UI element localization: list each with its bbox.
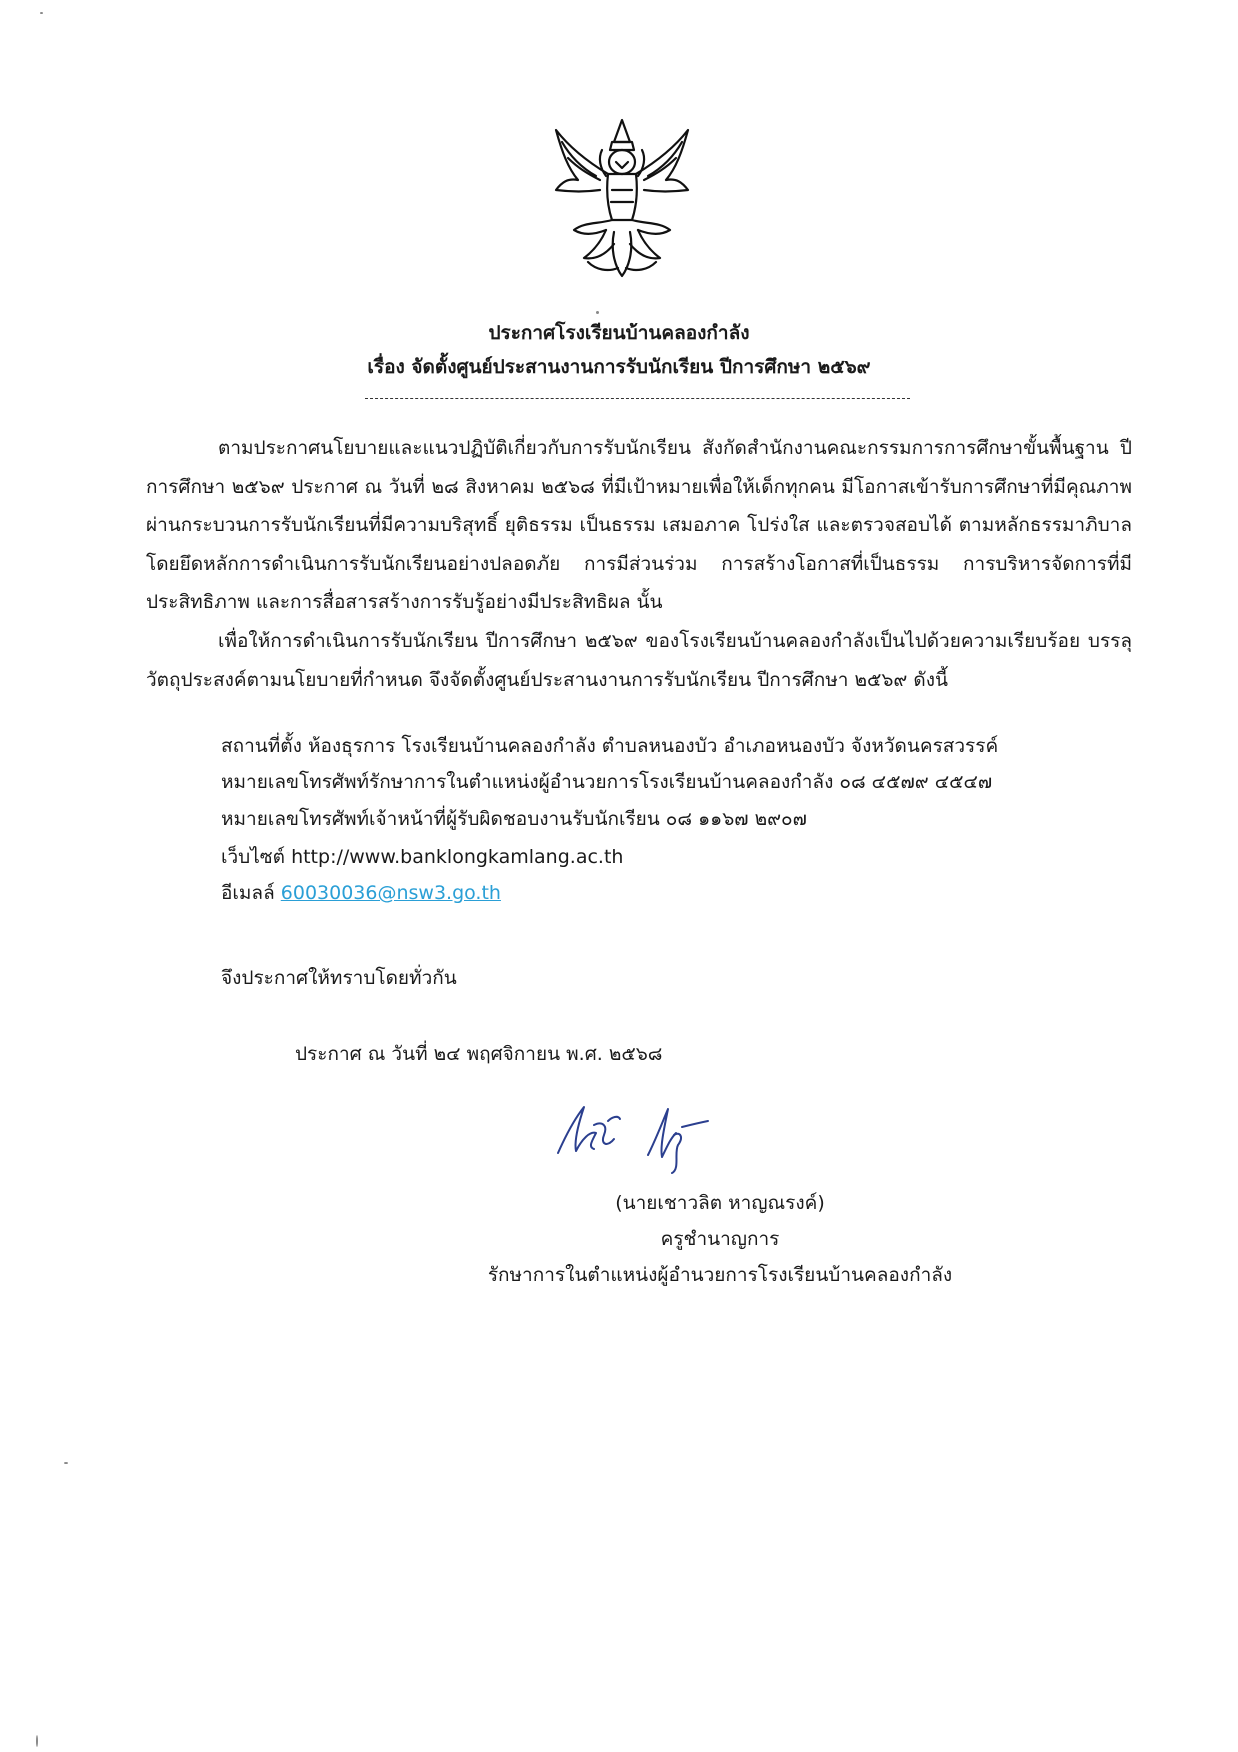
body-paragraph-1: ตามประกาศนโยบายและแนวปฏิบัติเกี่ยวกับการรับนักเรียน สังกัดสำนักงานคณะกรรมการการศึกษาขั้นพื้นฐาน ปีการศึกษา ๒๕๖๙ ประกาศ ณ วันที่ ๒๘ สิงหาคม ๒๕๖๘ ที่มีเป้าหมายเพื่อให้เด็กทุกคน มีโอกาสเข้ารับการศึกษาที่มีคุณภาพ ผ่านกระบวนการรับนักเรียนที่มีความบริสุทธิ์ ยุติธรรม เป็นธรรม เสมอภาค โปร่งใส และตรวจสอบได้ ตามหลักธรรมาภิบาล โดยยึดหลักการดำเนินการรับนักเรียนอย่างปลอดภัย การมีส่วนร่วม การสร้างโอกาสที่เป็นธรรม การบริหารจัดการที่มีประสิทธิภาพ และการสื่อสารสร้างการรับรู้อย่างมีประสิทธิผล นั้น bbox=[146, 437, 1132, 614]
body-paragraph-2: เพื่อให้การดำเนินการรับนักเรียน ปีการศึกษา ๒๕๖๙ ของโรงเรียนบ้านคลองกำลังเป็นไปด้วยความเรียบร้อย บรรลุวัตถุประสงค์ตามนโยบายที่กำหนด จึงจัดตั้งศูนย์ประสานงานการรับนักเรียน ปีการศึกษา ๒๕๖๙ ดังนี้ bbox=[146, 630, 1132, 691]
email-line bbox=[221, 878, 501, 908]
website-line bbox=[221, 842, 623, 872]
divider bbox=[365, 398, 910, 399]
announcement-subject: เรื่อง จัดตั้งศูนย์ประสานงานการรับนักเรียน ปีการศึกษา ๒๕๖๙ bbox=[367, 356, 871, 378]
location-line: สถานที่ตั้ง ห้องธุรการ โรงเรียนบ้านคลองกำลัง ตำบลหนองบัว อำเภอหนองบัว จังหวัดนครสวรรค์ bbox=[221, 735, 999, 757]
phone-director-line: หมายเลขโทรศัพท์รักษาการในตำแหน่งผู้อำนวยการโรงเรียนบ้านคลองกำลัง ๐๘ ๔๕๗๙ ๔๕๔๗ bbox=[221, 771, 993, 793]
scan-speck bbox=[64, 1462, 68, 1464]
email-label: อีเมลล์ bbox=[221, 882, 275, 904]
announcement-title: ประกาศโรงเรียนบ้านคลองกำลัง bbox=[488, 322, 750, 344]
scan-speck bbox=[36, 1735, 38, 1747]
email-link[interactable]: 60030036@nsw3.go.th bbox=[280, 882, 501, 904]
scan-speck bbox=[40, 12, 43, 14]
garuda-emblem-icon bbox=[548, 112, 696, 282]
closing-line: จึงประกาศให้ทราบโดยทั่วกัน bbox=[221, 967, 457, 989]
website-url: http://www.banklongkamlang.ac.th bbox=[291, 846, 624, 868]
signature-icon bbox=[548, 1095, 728, 1175]
signatory-name: (นายเชาวลิต หาญณรงค์) bbox=[615, 1192, 825, 1214]
signatory-rank: ครูชำนาญการ bbox=[660, 1228, 780, 1250]
phone-staff-line: หมายเลขโทรศัพท์เจ้าหน้าที่ผู้รับผิดชอบงานรับนักเรียน ๐๘ ๑๑๖๗ ๒๙๐๗ bbox=[221, 808, 807, 830]
website-label: เว็บไซต์ bbox=[221, 846, 286, 868]
scan-speck bbox=[596, 311, 599, 314]
signatory-position: รักษาการในตำแหน่งผู้อำนวยการโรงเรียนบ้านคลองกำลัง bbox=[487, 1264, 953, 1286]
announcement-date: ประกาศ ณ วันที่ ๒๔ พฤศจิกายน พ.ศ. ๒๕๖๘ bbox=[295, 1043, 663, 1065]
